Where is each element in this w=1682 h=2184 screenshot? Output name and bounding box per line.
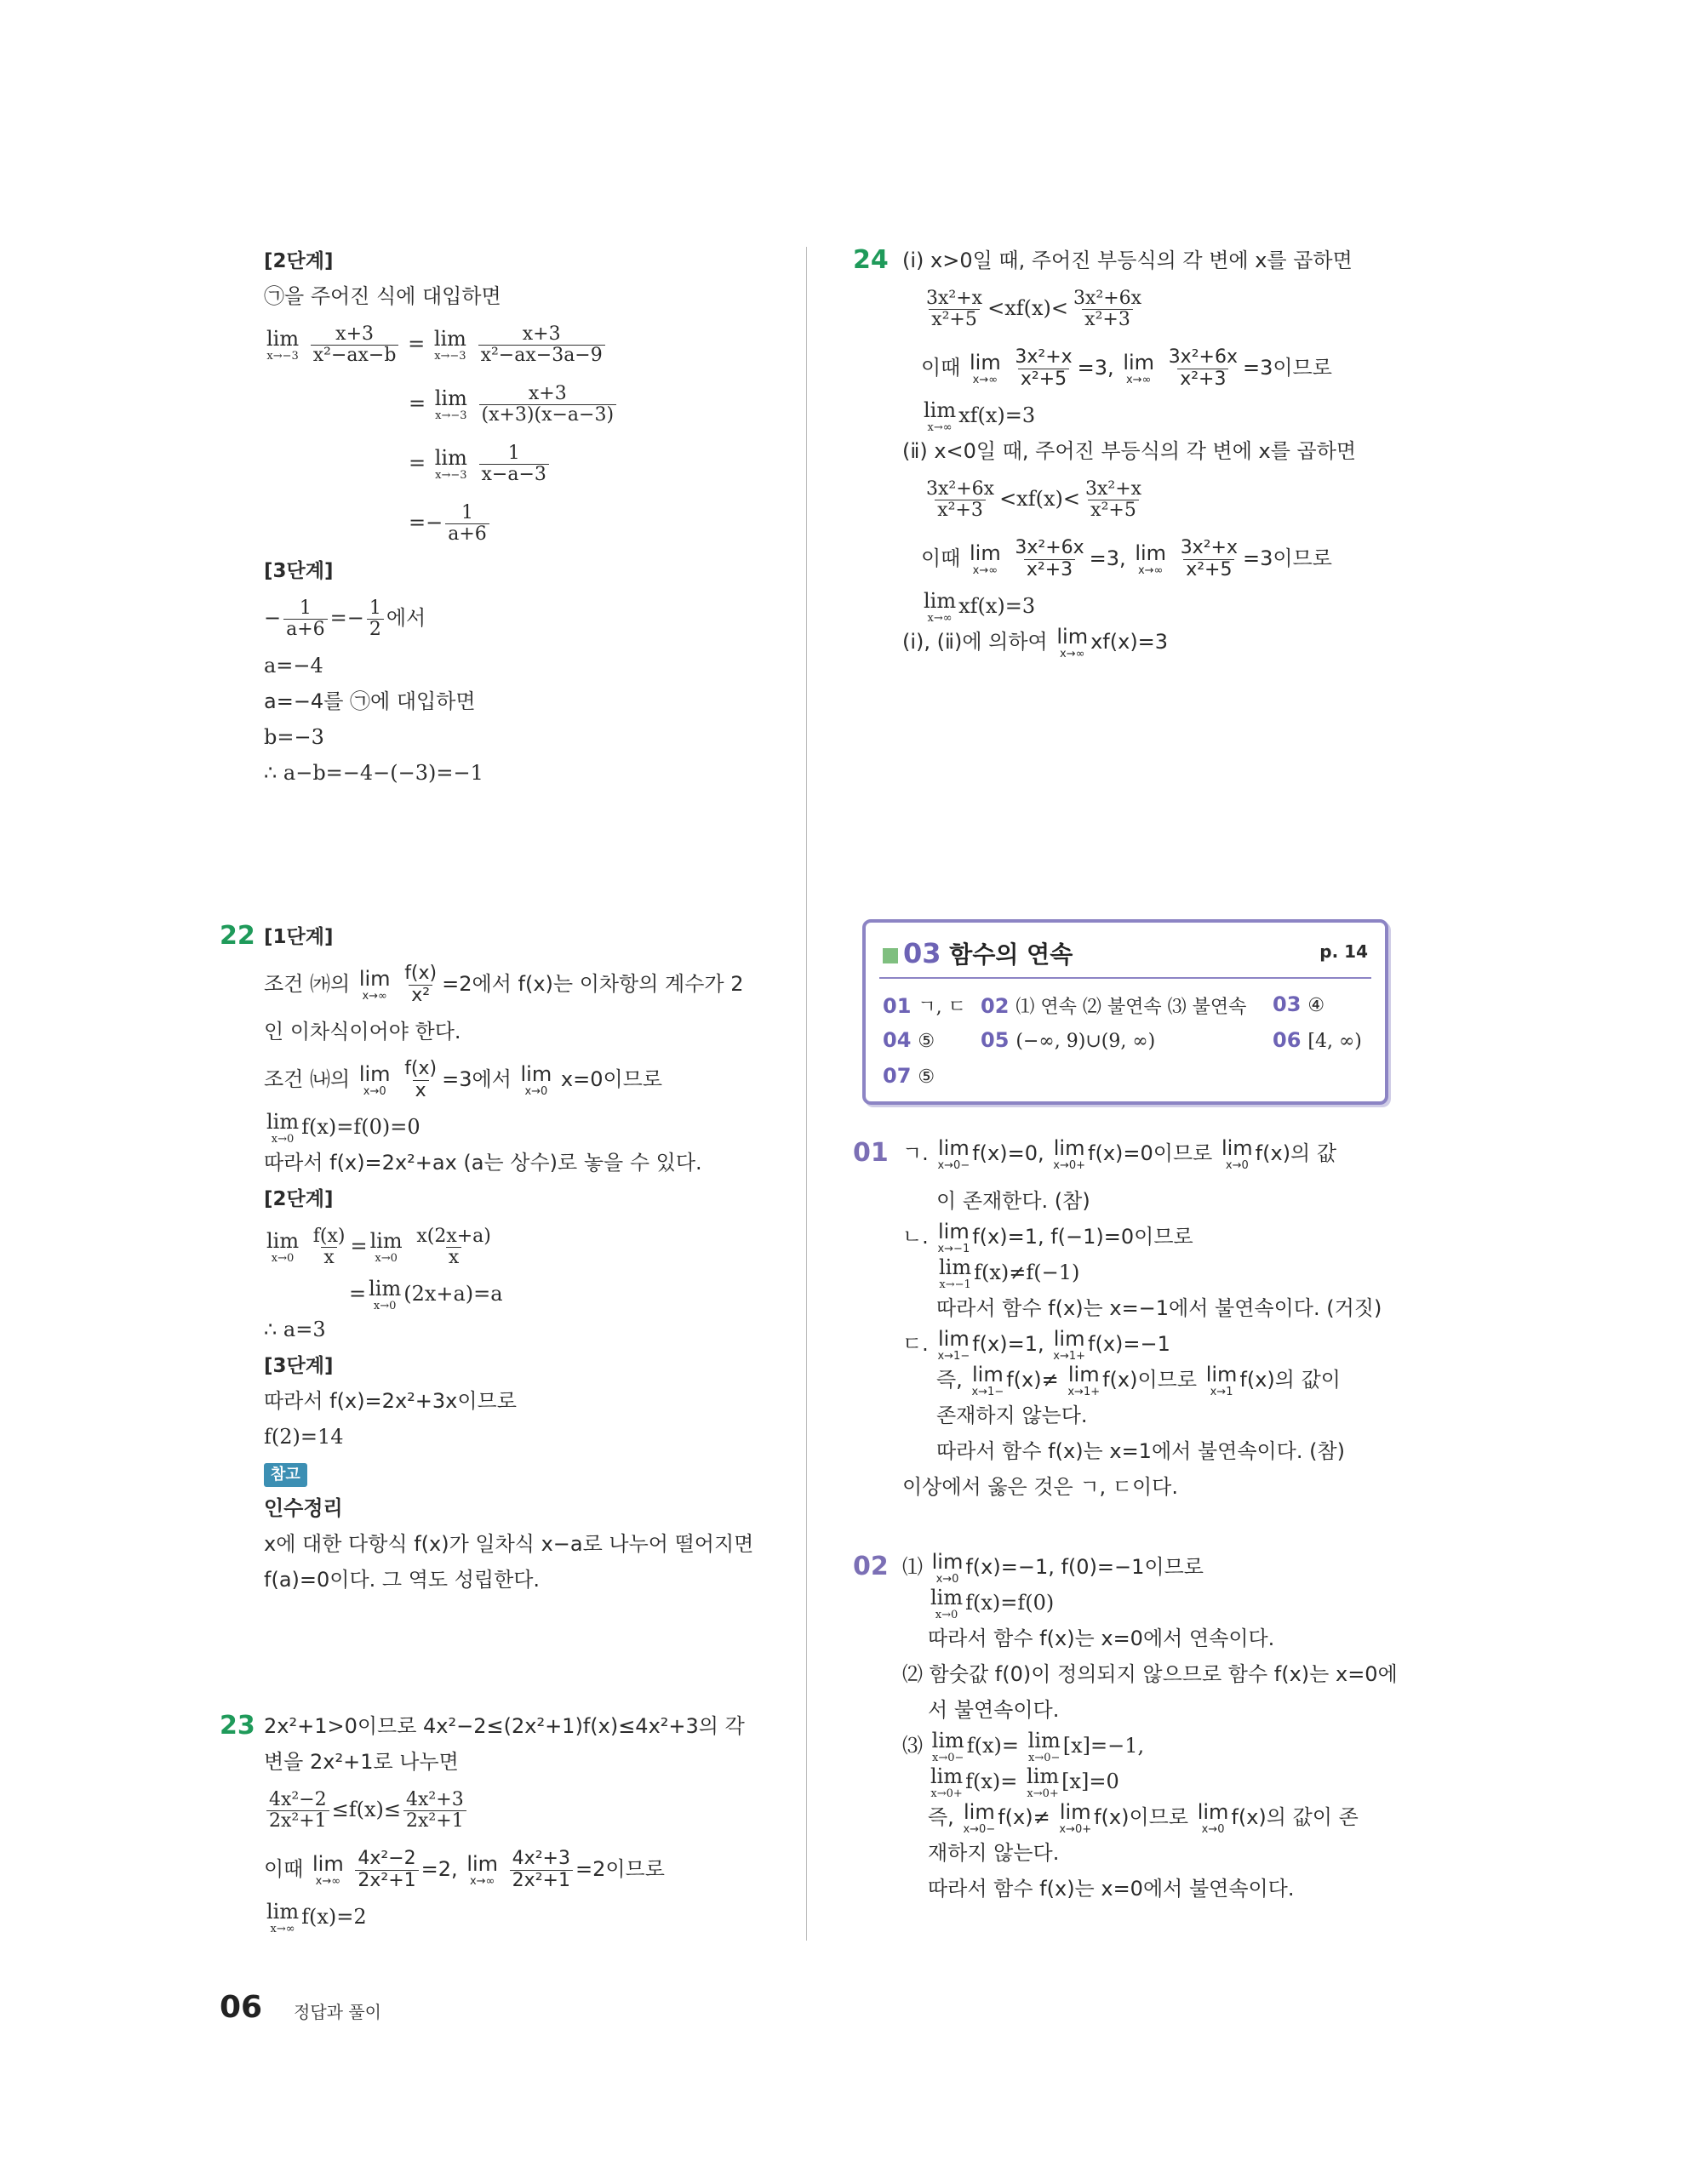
- limit-operator: lim x→0+: [1027, 1764, 1060, 1800]
- limit-operator: lim x→0−: [931, 1729, 964, 1764]
- q22-reference-badge: 참고: [264, 1455, 783, 1490]
- question-number: 22: [220, 921, 255, 951]
- q21-a-value: a=−4: [264, 654, 323, 677]
- fraction: $\frac{x(2x+a)}{x}$: [416, 1225, 491, 1268]
- question-number: 23: [220, 1711, 255, 1741]
- answer-02: [853, 1549, 1413, 1907]
- a01-g-cont: 이 존재한다. (참): [936, 1189, 1090, 1213]
- q22-cond2: 조건 ㈏의 lim x→0 $\frac{f(x)}{x}$ =3에서 lim x→0 x=0이므로: [264, 1058, 663, 1101]
- limit-operator: lim x→0+: [1059, 1799, 1092, 1836]
- fraction: $\frac{\text{3x²+x}}{\text{x²+5}}$: [1084, 477, 1142, 521]
- limit-operator: lim x→−3: [434, 446, 467, 482]
- limit-operator: lim x→1+: [1067, 1362, 1101, 1398]
- fraction: $\frac{\text{3x²+x}}{\text{x²+5}}$: [926, 287, 983, 330]
- q22-header: 22 [1단계]: [264, 918, 783, 954]
- limit-operator: lim x→0+: [930, 1764, 964, 1800]
- q22-reference-line2: f(a)=0이다. 그 역도 성립한다.: [264, 1568, 541, 1592]
- answer-item: 07 ⑤: [883, 1064, 935, 1088]
- q24-conclusion: (ⅰ), (ⅱ)에 의하여 lim x→∞ xf(x)=3: [902, 624, 1169, 660]
- fraction: $\frac{\text{3x²+6x}}{\text{x²+3}}$: [1015, 537, 1084, 580]
- answer-item: 04 ⑤: [883, 1028, 935, 1052]
- q24-case1-limits: 이때 lim x→∞ $\frac{\text{3x²+x}}{\text{x²+5}}$ =3, lim x→∞ $\frac{\text{3x²+6x}}{\text{x²+3}}$ =3이므로: [921, 346, 1332, 390]
- section-title: 03 함수의 연속: [883, 936, 1073, 970]
- fraction: $\frac{f(x)}{\text{x²}}$: [404, 963, 438, 1006]
- limit-operator: lim x→0−: [963, 1799, 996, 1836]
- limit-operator: lim x→∞: [970, 350, 1001, 386]
- limit-operator: lim x→0+: [1053, 1135, 1085, 1172]
- q22-reference-line1: x에 대한 다항식 f(x)가 일차식 x−a로 나누어 떨어지면: [264, 1532, 754, 1556]
- fraction: $\frac{\text{4x²+3}}{\text{2x²+1}}$: [510, 1849, 573, 1890]
- a02-p1-result: 따라서 함수 f(x)는 x=0에서 연속이다.: [928, 1627, 1275, 1650]
- limit-operator: lim x→0: [266, 1229, 300, 1265]
- q22-step2-eq2: = lim x→0 (2x+a)=a: [349, 1277, 503, 1312]
- limit-operator: lim x→0: [930, 1586, 964, 1621]
- fraction: $\frac{f(x)}{x}$: [404, 1058, 438, 1101]
- limit-operator: lim x→1−: [937, 1326, 970, 1363]
- limit-operator: lim x→−3: [434, 386, 467, 422]
- limit-operator: lim x→0: [520, 1061, 552, 1098]
- limit-operator: lim x→−1: [937, 1219, 970, 1255]
- q21-step2-intro: ㉠을 주어진 식에 대입하면: [264, 284, 501, 308]
- q24-case2-result: lim x→∞ xf(x)=3: [924, 589, 1036, 625]
- limit-operator: lim x→0: [931, 1549, 964, 1586]
- limit-operator: lim x→−1: [939, 1255, 972, 1291]
- limit-operator: lim x→0: [369, 1277, 402, 1312]
- q23-line2: 변을 2x²+1로 나누면: [264, 1750, 459, 1774]
- fraction: $\frac{\text{4x²−2}}{\text{2x²+1}}$: [266, 1790, 329, 1832]
- fraction: $\frac{\text{4x²−2}}{\text{2x²+1}}$: [355, 1849, 418, 1890]
- limit-operator: lim x→∞: [970, 540, 1001, 577]
- question-number: 02: [853, 1552, 889, 1581]
- fraction: $\frac{x+3}{\text{x²−ax−b}}$: [311, 324, 399, 366]
- a01-conclusion: 이상에서 옳은 것은 ㄱ, ㄷ이다.: [902, 1475, 1178, 1499]
- q21-limit-line-4: =− $\frac{1}{a+6}$: [264, 493, 783, 552]
- fraction: $\frac{1}{a+6}$: [283, 598, 328, 640]
- fraction: $\frac{1}{2}$: [367, 598, 384, 640]
- q24-case1-result: lim x→∞ xf(x)=3: [924, 398, 1036, 434]
- q24-case1-ineq: $\frac{\text{3x²+x}}{\text{x²+5}}$ <xf(x)< $\frac{\text{3x²+6x}}{\text{x²+3}}$: [902, 278, 1413, 338]
- q22-cond1-cont: 인 이차식이어야 한다.: [264, 1020, 461, 1043]
- a02-p1-limit: lim x→0 f(x)=f(0): [930, 1586, 1055, 1621]
- limit-operator: lim x→∞: [1135, 540, 1167, 577]
- answer-item: 01 ㄱ, ㄷ: [883, 994, 966, 1018]
- a02-p3-result: 따라서 함수 f(x)는 x=0에서 불연속이다.: [928, 1877, 1295, 1901]
- fraction: $\frac{x+3}{\text{x²−ax−3a−9}}$: [478, 324, 605, 366]
- fraction: $\frac{f(x)}{x}$: [312, 1225, 346, 1268]
- a01-g: 01 ㄱ. lim x→0− f(x)=0, lim x→0+ f(x)=0이므로 lim x→0 f(x)의 값: [902, 1123, 1413, 1183]
- a02-p3-cont2: 재하지 않는다.: [928, 1841, 1060, 1865]
- a01-n-result: 따라서 함수 f(x)는 x=−1에서 불연속이다. (거짓): [936, 1296, 1382, 1320]
- fraction: $\frac{x+3}{(x+3)(x-a-3)}$: [479, 384, 617, 426]
- q24-case2: (ⅱ) x<0일 때, 주어진 부등식의 각 변에 x를 곱하면: [902, 439, 1357, 463]
- q23-limits: 이때 lim x→∞ $\frac{\text{4x²−2}}{\text{2x²+1}}$ =2, lim x→∞ $\frac{\text{4x²+3}}{\text{2x²+1}}$ =2이므로: [264, 1848, 665, 1891]
- page-reference: p. 14: [1319, 941, 1368, 962]
- limit-operator: lim x→−3: [266, 327, 300, 363]
- a01-d-cont: 즉, lim x→1− f(x)≠ lim x→1+ f(x)이므로 lim x→1 f(x)의 값이: [936, 1362, 1341, 1398]
- q22-reference-title: 인수정리: [264, 1496, 343, 1520]
- a01-d-result: 따라서 함수 f(x)는 x=1에서 불연속이다. (참): [936, 1439, 1346, 1463]
- fraction: $\frac{\text{3x²+x}}{\text{x²+5}}$: [1180, 537, 1238, 580]
- fraction: $\frac{\text{3x²+x}}{\text{x²+5}}$: [1015, 346, 1073, 390]
- q22-step3-label: [3단계]: [264, 1355, 334, 1377]
- left-column: [220, 243, 783, 1935]
- limit-operator: lim x→0: [369, 1229, 403, 1265]
- a01-n-limit: lim x→−1 f(x)≠f(−1): [939, 1255, 1080, 1291]
- q22-cond1: 조건 ㈎의 lim x→∞ $\frac{f(x)}{\text{x²}}$ =2에서 f(x)는 이차항의 계수가 2: [264, 963, 744, 1006]
- column-divider: [806, 247, 807, 1941]
- answer-item: 06 [4, ∞): [1273, 1028, 1362, 1052]
- a02-p3: ⑶ lim x→0− f(x)= lim x→0− [x]=−1,: [902, 1729, 1145, 1764]
- limit-operator: lim x→0−: [937, 1135, 970, 1172]
- q21-limit-line-3: = lim x→−3 $\frac{1}{x-a-3}$: [264, 433, 783, 493]
- q21-final: ∴ a−b=−4−(−3)=−1: [264, 761, 483, 785]
- a01-n: ㄴ. lim x→−1 f(x)=1, f(−1)=0이므로: [902, 1219, 1193, 1255]
- a01-d-cont2: 존재하지 않는다.: [936, 1404, 1088, 1427]
- q23-result: lim x→∞ f(x)=2: [266, 1900, 367, 1935]
- q24-case2-limits: 이때 lim x→∞ $\frac{\text{3x²+6x}}{\text{x²+3}}$ =3, lim x→∞ $\frac{\text{3x²+x}}{\text{x²+5}}$ =3이므로: [921, 537, 1332, 580]
- limit-operator: lim x→1−: [971, 1362, 1004, 1398]
- fraction: $\frac{\text{4x²+3}}{\text{2x²+1}}$: [403, 1790, 466, 1832]
- section-square-icon: [883, 948, 898, 963]
- footer-label: 정답과 풀이: [294, 2002, 381, 2022]
- limit-operator: lim x→−3: [433, 327, 466, 363]
- q22-a-result: ∴ a=3: [264, 1318, 326, 1341]
- limit-operator: lim x→∞: [1056, 624, 1089, 660]
- limit-operator: lim x→0: [1197, 1799, 1229, 1836]
- a02-p2: ⑵ 함숫값 f(0)이 정의되지 않으므로 함수 f(x)는 x=0에: [902, 1662, 1398, 1686]
- question-number: 01: [853, 1138, 889, 1168]
- q24-case1: 24 (ⅰ) x>0일 때, 주어진 부등식의 각 변에 x를 곱하면: [902, 243, 1413, 278]
- limit-operator: lim x→∞: [924, 398, 957, 434]
- fraction: $\frac{\text{3x²+6x}}{\text{x²+3}}$: [1073, 287, 1142, 330]
- limit-operator: lim x→∞: [1123, 350, 1155, 386]
- q24-case2-ineq: $\frac{\text{3x²+6x}}{\text{x²+3}}$ <xf(x)< $\frac{\text{3x²+x}}{\text{x²+5}}$: [902, 469, 1413, 529]
- limit-operator: lim x→∞: [266, 1900, 300, 1935]
- limit-operator: lim x→0−: [1027, 1729, 1061, 1764]
- q22-step3-line1: 따라서 f(x)=2x²+3x이므로: [264, 1389, 517, 1413]
- a01-d: ㄷ. lim x→1− f(x)=1, lim x→1+ f(x)=−1: [902, 1326, 1170, 1363]
- a02-p3-right: lim x→0+ f(x)= lim x→0+ [x]=0: [930, 1764, 1119, 1800]
- fraction: $\frac{\text{3x²+6x}}{\text{x²+3}}$: [926, 477, 995, 521]
- q22-step2-eq1: lim x→0 $\frac{f(x)}{x}$ = lim x→0 $\frac{x(2x+a)}{x}$: [264, 1216, 783, 1276]
- a02-p1: 02 ⑴ lim x→0 f(x)=−1, f(0)=−1이므로: [853, 1549, 1204, 1586]
- fraction: $\frac{\text{3x²+6x}}{\text{x²+3}}$: [1168, 346, 1238, 390]
- a02-p3-cont: 즉, lim x→0− f(x)≠ lim x→0+ f(x)이므로 lim x→0 f(x)의 값이 존: [928, 1799, 1359, 1836]
- limit-operator: lim x→∞: [924, 589, 957, 625]
- question-number: 24: [853, 245, 889, 275]
- answer-item: 02 ⑴ 연속 ⑵ 불연속 ⑶ 불연속: [981, 994, 1247, 1018]
- q23-inequality: $\frac{\text{4x²−2}}{\text{2x²+1}}$ ≤f(x)≤ $\frac{\text{4x²+3}}{\text{2x²+1}}$: [264, 1780, 783, 1839]
- limit-operator: lim x→1+: [1053, 1326, 1085, 1363]
- limit-operator: lim x→1: [1205, 1362, 1238, 1398]
- q22-step3-line2: f(2)=14: [264, 1425, 344, 1449]
- limit-operator: lim x→∞: [358, 966, 391, 1003]
- q22-limf0: lim x→0 f(x)=f(0)=0: [266, 1110, 420, 1146]
- q21-limit-line-1: lim x→−3 $\frac{x+3}{\text{x²−ax−b}}$ = lim x→−3 $\frac{x+3}{\text{x²−ax−3a−9}}$: [264, 314, 783, 374]
- q21-step3-eq: − $\frac{1}{a+6}$ =− $\frac{1}{2}$ 에서: [264, 597, 426, 640]
- q22-step2-label: [2단계]: [264, 1188, 334, 1210]
- fraction: $\frac{1}{x-a-3}$: [479, 443, 549, 485]
- q21-step3-label: [3단계]: [264, 560, 334, 582]
- limit-operator: lim x→∞: [312, 1851, 344, 1888]
- q21-substitute: a=−4를 ㉠에 대입하면: [264, 689, 476, 713]
- page-number: 06: [220, 1990, 263, 2025]
- limit-operator: lim x→0: [266, 1110, 300, 1146]
- answer-item: 03 ④: [1273, 992, 1325, 1016]
- limit-operator: lim x→0: [1221, 1135, 1253, 1172]
- answer-summary-box: [862, 919, 1388, 1105]
- right-column: [853, 243, 1413, 660]
- limit-operator: lim x→∞: [466, 1851, 499, 1888]
- q21-b-value: b=−3: [264, 725, 324, 749]
- q21-limit-line-2: = lim x→−3 $\frac{x+3}{(x+3)(x-a-3)}$: [264, 374, 783, 433]
- q22-therefore: 따라서 f(x)=2x²+ax (a는 상수)로 놓을 수 있다.: [264, 1151, 702, 1175]
- box-divider: [879, 977, 1371, 979]
- q23-line1: 23 2x²+1>0이므로 4x²−2≤(2x²+1)f(x)≤4x²+3의 각: [264, 1708, 783, 1744]
- fraction: $\frac{1}{a+6}$: [445, 503, 489, 545]
- answer-item: 05 (−∞, 9)∪(9, ∞): [981, 1028, 1156, 1052]
- q21-step2-label: [2단계]: [264, 250, 334, 272]
- answer-01: [853, 1123, 1413, 1505]
- a02-p2-cont: 서 불연속이다.: [928, 1698, 1060, 1722]
- limit-operator: lim x→0: [358, 1061, 391, 1098]
